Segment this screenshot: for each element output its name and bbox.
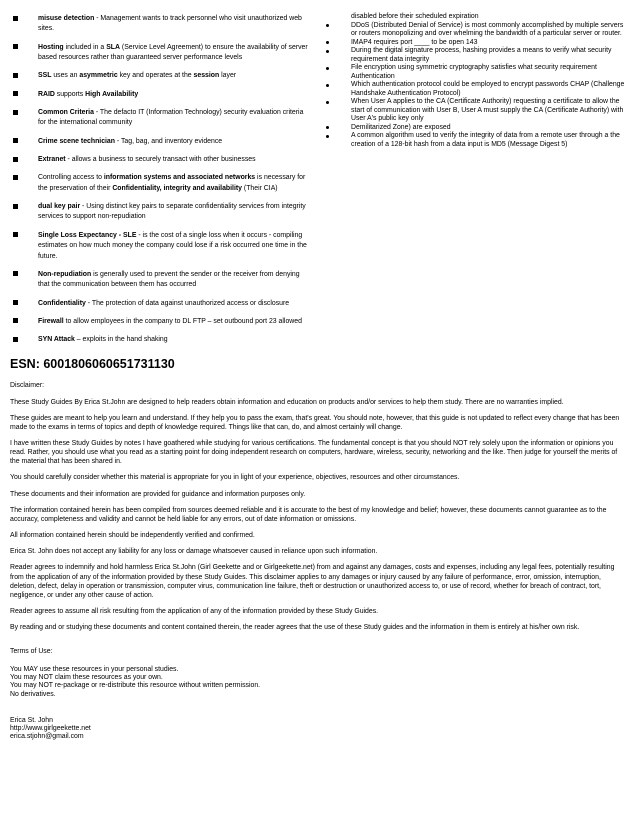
left-list-item: Firewall to allow employees in the company to DL FTP – set outbound port 23 allowed	[10, 317, 310, 327]
left-list-item: Hosting included in a SLA (Service Level Agreement) to ensure the availability of server based resources rather than guaranteed server performance levels	[10, 43, 310, 64]
right-list-item: During the digital signature process, hashing provides a means to verify what security requirement data integrity	[321, 47, 626, 64]
disclaimer-paragraph: These guides are meant to help you learn and understand. If they help you to pass the exam, that's great. You should note, however, that this guide is not updated to reflect every change that has been made to the exams in terms of topics and depth of knowledge required. Things like that can, do, and almost certainly will change.	[10, 414, 620, 431]
right-list-item: When User A applies to the CA (Certificate Authority) requesting a certificate to allow the start of communication with User B, User A must supply the CA (Certificate Authority) with User A's public key only	[321, 98, 626, 124]
disclaimer-heading: Disclaimer:	[10, 382, 45, 390]
right-list-item: DDoS (Distributed Denial of Service) is most commonly accomplished by multiple servers or routers monopolizing and over whelming the bandwidth of a particular server or router.	[321, 22, 626, 39]
disclaimer-section	[10, 381, 626, 632]
right-column	[321, 14, 626, 353]
disclaimer-paragraph: By reading and or studying these documents and content contained therein, the reader agrees that the use of these Study guides and the information in them is entirely at his/her own risk.	[10, 624, 580, 632]
left-list-item: Extranet - allows a business to securely transact with other businesses	[10, 155, 310, 165]
terms-line: You may NOT claim these resources as your own.	[10, 673, 163, 681]
left-list-item: Common Criteria - The defacto IT (Information Technology) security evaluation criteria for the international community	[10, 108, 310, 129]
terms-of-use	[10, 648, 626, 698]
right-list-item: Which authentication protocol could be employed to encrypt passwords CHAP (Challenge Handshake Authentication Protocol)	[321, 81, 626, 98]
esn-heading: ESN: 6001806060651731130	[10, 357, 175, 372]
disclaimer-paragraph: I have written these Study Guides by notes I have goathered while studying for various certifications. The fundamental concept is that you should NOT rely solely upon the information or opinions you read. Rather, you should use what you read as a starting point for doing independent research on computers, hardware, wireless, security, networking and the like. Then judge for yourself the merits of the material that has been shared in.	[10, 440, 618, 466]
contact-info	[10, 717, 626, 742]
disclaimer-paragraph: Erica St. John does not accept any liability for any loss or damage whatsoever caused in reliance upon such information.	[10, 548, 378, 556]
left-list-item: Controlling access to information systems and associated networks is necessary for the preservation of their Confidentiality, integrity and availability (Their CIA)	[10, 173, 310, 194]
left-list-item: RAID supports High Availability	[10, 90, 310, 100]
left-list-item: Crime scene technician - Tag, bag, and inventory evidence	[10, 137, 310, 147]
right-list-item: File encryption using symmetric cryptography satisfies what security requirement Authentication	[321, 64, 626, 81]
left-list-item: Confidentiality - The protection of data against unauthorized access or disclosure	[10, 299, 310, 309]
contact-website: http://www.girlgeekette.net	[10, 725, 91, 733]
terms-line: You MAY use these resources in your personal studies.	[10, 665, 179, 673]
terms-line: No derivatives.	[10, 690, 56, 698]
left-list-item: misuse detection - Management wants to track personnel who visit unauthorized web sites.	[10, 14, 310, 35]
left-column	[10, 14, 310, 353]
disclaimer-paragraph: These Study Guides By Erica St.John are designed to help readers obtain information and education on products and/or services to help them study. There are no warranties implied.	[10, 398, 564, 406]
left-list-item: SSL uses an asymmetric key and operates at the session layer	[10, 71, 310, 81]
left-list-item: Single Loss Expectancy - SLE - is the cost of a single loss when it occurs - compiling estimates on how much money the company could lose if a risk occurred one time in the future.	[10, 231, 310, 262]
left-list-item: dual key pair - Using distinct key pairs to separate confidentiality services from integrity services to support non-repudiation	[10, 202, 310, 223]
left-bullet-list	[10, 14, 310, 346]
right-list-item: IMAP4 requires port ____ to be open 143	[321, 39, 626, 48]
right-list-item: Demilitarized Zone) are exposed	[321, 124, 626, 133]
contact-name: Erica St. John	[10, 716, 53, 724]
disclaimer-paragraph: Reader agrees to assume all risk resulting from the application of any of the information provided by these Study Guides.	[10, 607, 379, 615]
disclaimer-paragraph: These documents and their information are provided for guidance and information purposes only.	[10, 490, 306, 498]
right-bullet-list	[321, 22, 626, 150]
terms-title: Terms of Use:	[10, 648, 53, 656]
disclaimer-paragraph: Reader agrees to indemnify and hold harmless Erica St.John (Girl Geekette and or Girlgeekette.net) from and against any damages, costs and expenses, including any legal fees, potentially resulting from the application of any of the information provided by these Study Guides. This disclaimer applies to any damages or injury caused by any failure of performance, error, omission, interruption, deletion, defect, delay in operation or transmission, computer virus, communication line failure, theft or destruction or unauthorized access to, or use of record, whether for breach of contract, tort, negligence, or under any other cause of action.	[10, 564, 615, 599]
right-continued-line: disabled before their scheduled expiration	[351, 13, 479, 20]
disclaimer-paragraph: All information contained herein should be independently verified and confirmed.	[10, 532, 255, 540]
disclaimer-paragraph: You should carefully consider whether this material is appropriate for you in light of your experience, objectives, resources and other circumstances.	[10, 474, 460, 482]
top-section	[10, 14, 626, 353]
contact-email: erica.stjohn@gmail.com	[10, 733, 84, 741]
left-list-item: SYN Attack – exploits in the hand shaking	[10, 335, 310, 345]
left-list-item: Non-repudiation is generally used to prevent the sender or the receiver from denying that the communication between them has occurred	[10, 270, 310, 291]
right-list-item: A common algorithm used to verify the integrity of data from a remote user through a the creation of a 128-bit hash from a data input is MD5 (Message Digest 5)	[321, 132, 626, 149]
terms-line: You may NOT re-package or re-distribute this resource without written permission.	[10, 682, 261, 690]
disclaimer-paragraph: The information contained herein has been compiled from sources deemed reliable and it is accurate to the best of my knowledge and belief; however, these documents cannot guarantee as to the accuracy, completeness and validity and cannot be held liable for any errors, out of date information or omissions.	[10, 506, 607, 523]
